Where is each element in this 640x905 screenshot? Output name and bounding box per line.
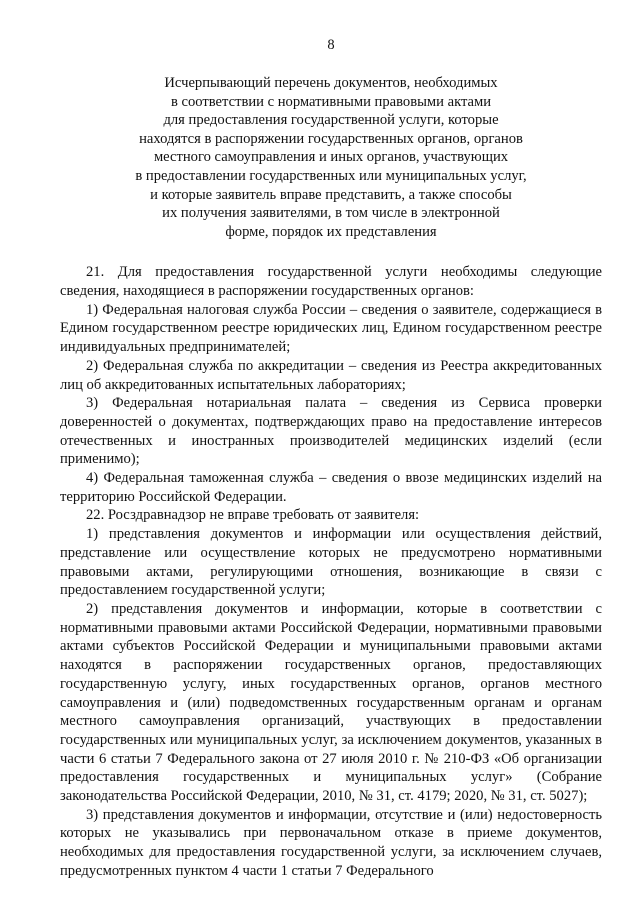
paragraph-22-item-3: 3) представления документов и информации, отсутствие и (или) недостоверность которых не указывались при первоначальном отказе в приеме документов, необходимых для предоставления государственной услуги, за исключением случаев, предусмотренных пунктом 4 части 1 статьи 7 Федерального [60,806,602,879]
paragraph-21-item-4: 4) Федеральная таможенная служба – сведения о ввозе медицинских изделий на территорию Российской Федерации. [60,470,602,505]
heading-line: в предоставлении государственных или муниципальных услуг, [135,167,527,184]
heading-line: для предоставления государственной услуги, которые [163,112,499,129]
heading-line: их получения заявителями, в том числе в электронной [162,205,500,222]
page-number: 8 [327,37,335,53]
paragraph-21-item-1: 1) Федеральная налоговая служба России – сведения о заявителе, содержащиеся в Едином государственном реестре юридических лиц, Едином государственном реестре индивидуальных предпринимателей; [60,301,602,356]
paragraph-22-item-2: 2) представления документов и информации, которые в соответствии с нормативными правовыми актами Российской Федерации, нормативными правовыми актами субъектов Российской Федерации и муниципальными правовыми актами находятся в распоряжении государственных органов, предоставляющих государственную услугу, иных государственных органов, органов местного самоуправления и (или) подведомственных государственным органам и органам местного самоуправления организаций, участвующих в предоставлении государственных или муниципальных услуг, за исключением документов, указанных в части 6 статьи 7 Федерального закона от 27 июля 2010 г. № 210-ФЗ «Об организации предоставления государственных и муниципальных услуг» (Собрание законодательства Российской Федерации, 2010, № 31, ст. 4179; 2020, № 31, ст. 5027); [60,601,602,805]
heading-line: форме, порядок их представления [225,223,437,240]
paragraph-22-item-1: 1) представления документов и информации или осуществления действий, представление или осуществление которых не предусмотрено нормативными правовыми актами, регулирующими отношения, возникающие в связи с предоставлением государственной услуги; [60,526,602,599]
paragraph-21-item-3: 3) Федеральная нотариальная палата – сведения из Сервиса проверки доверенностей о документах, подтверждающих право на предоставление интересов отечественных и иностранных производителей медицинских изделий (если применимо); [60,395,602,468]
heading-line: и которые заявитель вправе представить, а также способы [150,186,512,203]
heading-line: Исчерпывающий перечень документов, необходимых [164,75,498,91]
heading-line: в соответствии с нормативными правовыми актами [170,93,492,110]
document-body [60,263,602,880]
paragraph-21-intro: 21. Для предоставления государственной услуги необходимы следующие сведения, находящиеся в распоряжении государственных органов: [60,264,602,300]
heading-line: находятся в распоряжении государственных органов, органов [139,130,523,147]
heading-line: местного самоуправления и иных органов, участвующих [153,149,509,166]
paragraph-22-intro: 22. Росздравнадзор не вправе требовать от заявителя: [86,507,420,524]
section-heading [60,74,602,241]
paragraph-21-item-2: 2) Федеральная служба по аккредитации – сведения из Реестра аккредитованных лиц об аккредитованных испытательных лабораториях; [60,357,602,393]
